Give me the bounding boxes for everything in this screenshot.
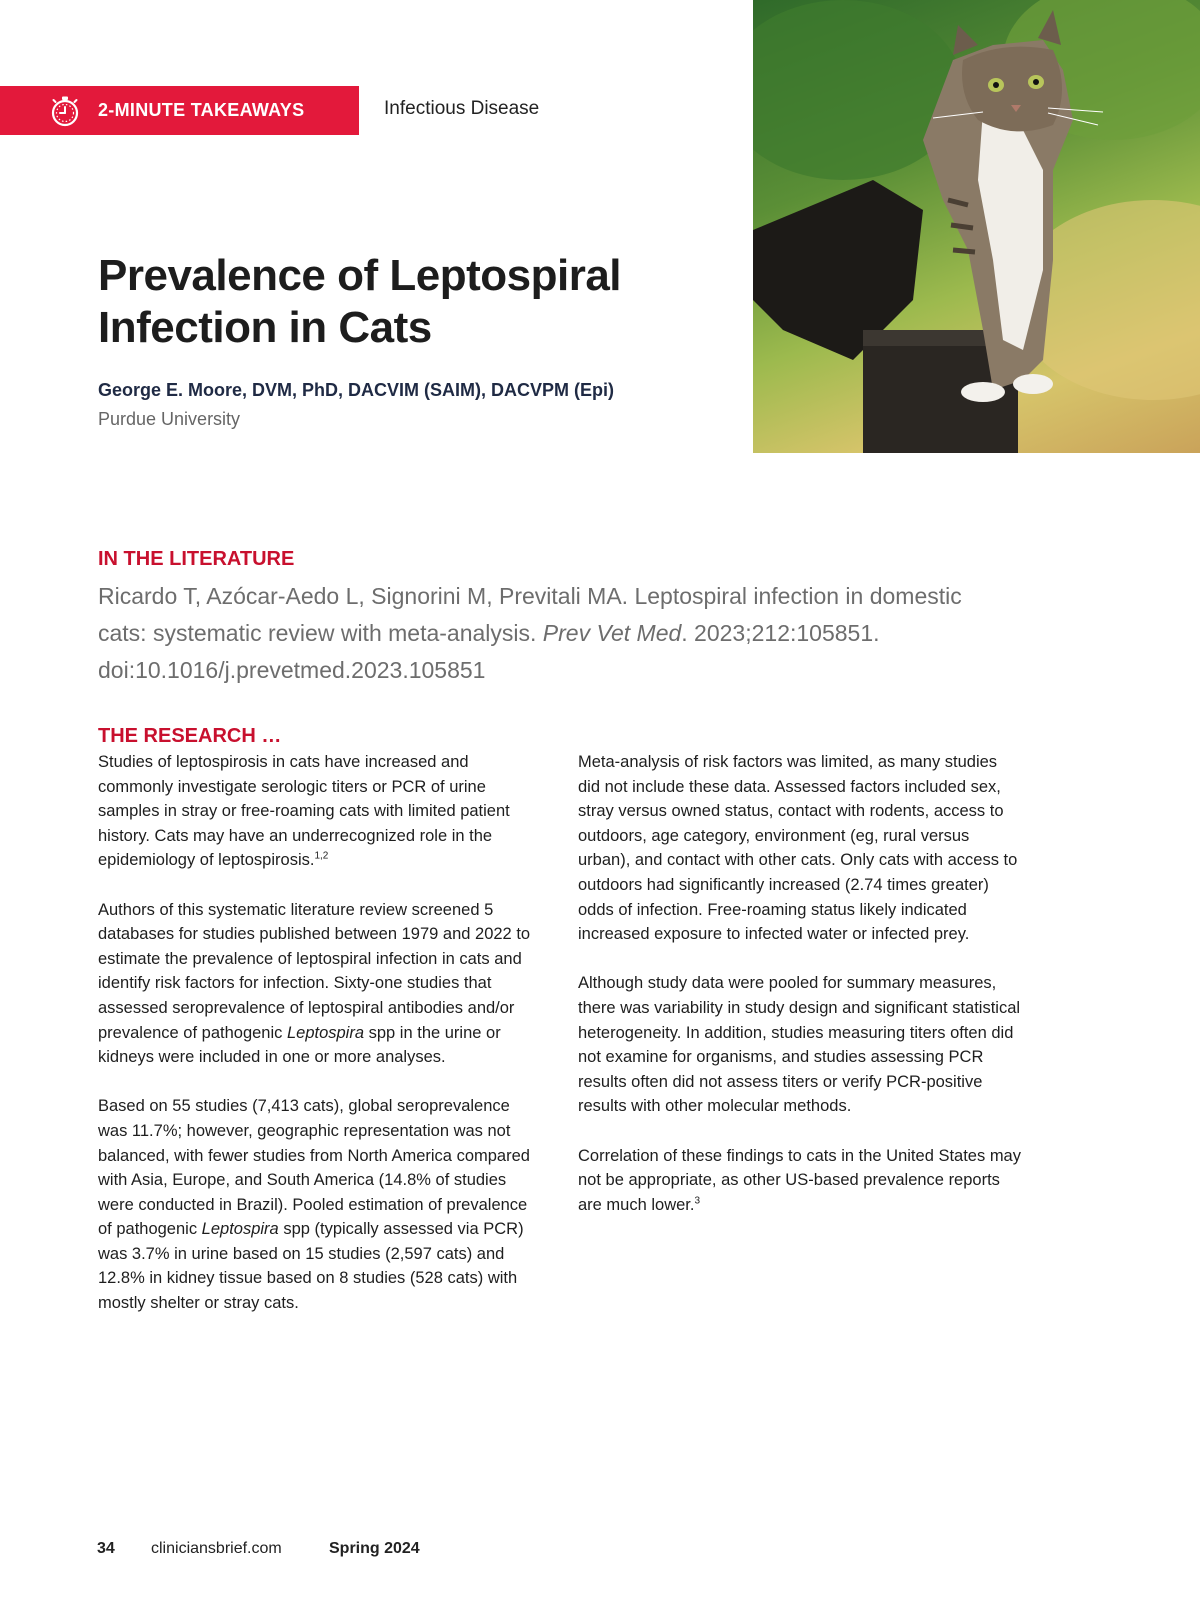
paragraph-text: Based on 55 studies (7,413 cats), global seroprevalence was 11.7%; however, geographic representation was not balanced, with fewer studies from North America compared with Asia, Europe, and South America (14.8% of studies were conducted in Brazil). Pooled estimation of prevalence of pathogenic bbox=[98, 1097, 530, 1239]
cat-illustration bbox=[753, 0, 1200, 453]
paragraph-text: Correlation of these findings to cats in the United States may not be appropriate, as other US-based prevalence reports are much lower. bbox=[578, 1146, 1021, 1214]
reference-superscript: 1,2 bbox=[314, 850, 329, 862]
genus-name: Leptospira bbox=[201, 1220, 279, 1239]
right-column bbox=[578, 750, 1023, 1242]
website-link[interactable]: cliniciansbrief.com bbox=[151, 1540, 282, 1557]
paragraph bbox=[98, 1094, 543, 1315]
paragraph: Although study data were pooled for summary measures, there was variability in study design and significant statistical heterogeneity. In addition, studies measuring titers often did not examine for organisms, and studies assessing PCR results often did not assess titers or verify PCR-positive results with other molecular methods. bbox=[578, 974, 1021, 1116]
paragraph-text: Studies of leptospirosis in cats have increased and commonly investigate serologic titers or PCR of urine samples in stray or free-roaming cats with limited patient history. Cats may have an underrecognized role in the epidemiology of leptospirosis. bbox=[98, 753, 510, 870]
literature-heading: IN THE LITERATURE bbox=[98, 548, 295, 570]
banner-label: 2-MINUTE TAKEAWAYS bbox=[98, 100, 305, 120]
author-name: George E. Moore, DVM, PhD, DACVIM (SAIM), DACVPM (Epi) bbox=[98, 380, 615, 400]
article-title: Prevalence of Leptospiral Infection in Cats bbox=[98, 251, 622, 352]
paragraph bbox=[98, 898, 543, 1070]
page-number: 34 bbox=[97, 1540, 115, 1557]
citation-details: . 2023;212:105851. doi:10.1016/j.prevetmed.2023.105851 bbox=[98, 620, 880, 683]
genus-name: Leptospira bbox=[286, 1023, 365, 1042]
citation bbox=[98, 578, 978, 689]
takeaways-banner bbox=[0, 86, 359, 135]
citation-authors-title: Ricardo T, Azócar-Aedo L, Signorini M, Previtali MA. Leptospiral infection in domestic cats: systematic review with meta-analysis. bbox=[98, 583, 962, 646]
paragraph bbox=[98, 750, 543, 873]
cat-photo bbox=[753, 0, 1200, 453]
paragraph-text: spp (typically assessed via PCR) was 3.7% in urine based on 15 studies (2,597 cats) and 12.8% in kidney tissue based on 8 studies (528 cats) with mostly shelter or stray cats. bbox=[98, 1220, 524, 1313]
paragraph bbox=[578, 1144, 1023, 1218]
paragraph-text: spp in the urine or kidneys were included in one or more analyses. bbox=[98, 1023, 501, 1067]
author-affiliation: Purdue University bbox=[98, 409, 241, 429]
citation-journal: Prev Vet Med bbox=[542, 620, 682, 646]
section-tag: Infectious Disease bbox=[384, 98, 540, 119]
reference-superscript: 3 bbox=[694, 1195, 701, 1207]
stopwatch-icon bbox=[48, 94, 82, 128]
left-column bbox=[98, 750, 543, 1340]
paragraph: Meta-analysis of risk factors was limited, as many studies did not include these data. Assessed factors included sex, stray versus owned status, contact with rodents, access to outdoors, age category, environment (eg, rural versus urban), and contact with other cats. Only cats with access to outdoors had significantly increased (2.74 times greater) odds of infection. Free-roaming status likely indicated increased exposure to infected water or infected prey. bbox=[578, 753, 1018, 944]
paragraph-text: Authors of this systematic literature review screened 5 databases for studies published between 1979 and 2022 to estimate the prevalence of leptospiral infection in cats and identify risk factors for infection. Sixty-one studies that assessed seroprevalence of leptospiral antibodies and/or prevalence of pathogenic bbox=[98, 900, 531, 1042]
issue-label: Spring 2024 bbox=[329, 1540, 420, 1557]
research-heading: THE RESEARCH … bbox=[98, 725, 282, 747]
